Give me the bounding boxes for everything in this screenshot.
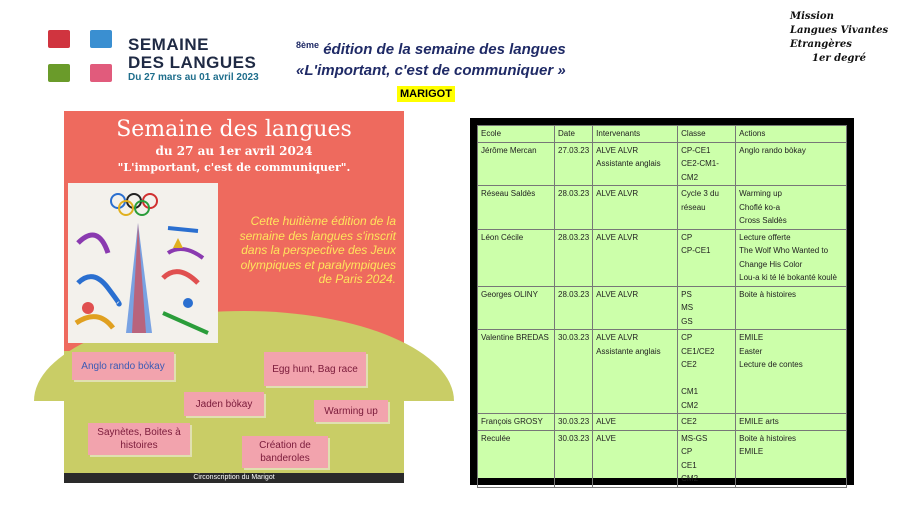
table-row — [478, 330, 847, 414]
intervenants-line: Assistante anglais — [596, 346, 661, 356]
logo-square-blue — [90, 30, 112, 48]
actions-line: Lou-a ki té lé bokanté koulè — [739, 273, 837, 282]
cell-actions — [736, 229, 847, 286]
actions-line: Warming up — [739, 189, 782, 198]
classe-line: PS — [681, 289, 692, 299]
cell-date: 30.03.23 — [555, 330, 593, 414]
classe-line: CE2 — [681, 360, 697, 369]
cell-date: 30.03.23 — [555, 430, 593, 487]
cell-intervenants — [593, 142, 678, 186]
mission-signature — [790, 10, 890, 66]
cell-intervenants — [593, 430, 678, 487]
cell-intervenants — [593, 286, 678, 330]
classe-line: CP — [681, 333, 693, 342]
cell-date: 27.03.23 — [555, 142, 593, 186]
actions-line: EMILE — [739, 333, 764, 342]
cell-intervenants — [593, 414, 678, 431]
classe-line: Cycle 3 du — [681, 189, 719, 198]
mission-line4: 1er degré — [812, 53, 867, 64]
poster-dates: du 27 au 1er avril 2024 — [155, 144, 313, 158]
header-classe: Classe — [678, 126, 736, 143]
mission-line3: Etrangères — [790, 39, 852, 50]
classe-line: CP — [681, 447, 693, 456]
edition-heading — [296, 40, 566, 58]
cell-date: 28.03.23 — [555, 229, 593, 286]
cell-date: 30.03.23 — [555, 414, 593, 431]
table-row — [478, 142, 847, 186]
intervenants-line: ALVE ALVR — [596, 145, 639, 155]
mission-line2: Langues Vivantes — [790, 25, 889, 36]
cell-classe — [678, 229, 736, 286]
cell-intervenants — [593, 229, 678, 286]
classe-line: CP — [681, 232, 693, 242]
actions-line: EMILE — [739, 447, 764, 456]
cell-classe — [678, 286, 736, 330]
classe-line: CE1 — [681, 460, 697, 470]
classe-line: CE1/CE2 — [681, 346, 715, 356]
logo-title-line2: DES LANGUES — [128, 53, 257, 72]
cell-actions — [736, 430, 847, 487]
actions-line: Cross Saldès — [739, 216, 787, 225]
classe-line: CP-CE1 — [681, 246, 711, 255]
cell-intervenants — [593, 186, 678, 230]
table-row — [478, 414, 847, 431]
edition-text: édition de la semaine des langues — [319, 41, 566, 58]
activity-egg-hunt: Egg hunt, Bag race — [264, 352, 366, 386]
cell-classe — [678, 430, 736, 487]
intervenants-line: Assistante anglais — [596, 159, 661, 168]
artwork-illustration — [68, 183, 218, 343]
cell-ecole: François GROSY — [478, 414, 555, 431]
intervenants-line: ALVE ALVR — [596, 333, 639, 342]
classe-line: CE2-CM1-CM2 — [681, 159, 719, 182]
poster-description: Cette huitième édition de la semaine des langues s'inscrit dans la perspective des Jeux olympiques et paralympiques de Paris 2024. — [239, 214, 396, 286]
actions-line: Choflé ko-a — [739, 202, 781, 212]
cell-ecole: Jérôme Mercan — [478, 142, 555, 186]
header-actions: Actions — [736, 126, 847, 143]
cell-ecole: Georges OLINY — [478, 286, 555, 330]
table-row — [478, 286, 847, 330]
poster-title: Semaine des langues — [116, 117, 352, 142]
classe-line: GS — [681, 316, 693, 326]
cell-date: 28.03.23 — [555, 286, 593, 330]
schedule-table-frame — [470, 118, 854, 485]
table-body — [478, 142, 847, 487]
cell-classe — [678, 186, 736, 230]
header-ecole: Ecole — [478, 126, 555, 143]
classe-line: CM1 — [681, 387, 699, 396]
cell-actions — [736, 186, 847, 230]
logo-square-green — [48, 64, 70, 82]
classe-line: réseau — [681, 202, 706, 212]
tagline: «L'important, c'est de communiquer » — [296, 62, 566, 79]
actions-line: EMILE arts — [739, 417, 779, 426]
cell-classe — [678, 414, 736, 431]
actions-line: Lecture de contes — [739, 360, 803, 369]
logo-dates: Du 27 mars au 01 avril 2023 — [128, 72, 259, 83]
cell-ecole: Reculée — [478, 430, 555, 487]
poster — [64, 111, 404, 483]
cell-actions — [736, 330, 847, 414]
logo-square-red — [48, 30, 70, 48]
intervenants-line: ALVE ALVR — [596, 189, 639, 198]
activity-banderoles: Création de banderoles — [242, 436, 328, 468]
table-row — [478, 186, 847, 230]
actions-line: Lecture offerte — [739, 232, 791, 242]
activity-saynetes: Saynètes, Boites à histoires — [88, 423, 190, 455]
cell-actions — [736, 286, 847, 330]
location-badge: MARIGOT — [397, 86, 455, 102]
classe-line: MS — [681, 303, 694, 312]
classe-line — [681, 372, 732, 386]
activity-jaden-bokay: Jaden bòkay — [184, 392, 264, 416]
cell-actions — [736, 142, 847, 186]
intervenants-line: ALVE — [596, 433, 617, 443]
cell-classe — [678, 330, 736, 414]
classe-line: CE2 — [681, 417, 697, 426]
mission-line1: Mission — [790, 11, 834, 22]
cell-classe — [678, 142, 736, 186]
schedule-table-container — [477, 125, 847, 483]
cell-actions — [736, 414, 847, 431]
logo-square-pink — [90, 64, 112, 82]
actions-line: Easter — [739, 346, 763, 356]
cell-date: 28.03.23 — [555, 186, 593, 230]
classe-line: CM2 — [681, 474, 699, 483]
intervenants-line: ALVE ALVR — [596, 232, 639, 242]
table-row — [478, 229, 847, 286]
cell-ecole: Valentine BREDAS — [478, 330, 555, 414]
header-intervenants: Intervenants — [593, 126, 678, 143]
actions-line: The Wolf Who Wanted to — [739, 246, 829, 255]
cell-intervenants — [593, 330, 678, 414]
activity-anglo-rando: Anglo rando bòkay — [72, 352, 174, 380]
cell-ecole: Réseau Saldès — [478, 186, 555, 230]
actions-line: Anglo rando bòkay — [739, 145, 806, 155]
poster-artwork-photo — [68, 183, 218, 343]
table-header-row — [478, 126, 847, 143]
logo-title-line1: SEMAINE — [128, 35, 209, 54]
classe-line: CP-CE1 — [681, 145, 711, 155]
activity-warming-up: Warming up — [314, 400, 388, 422]
actions-line: Change His Color — [739, 259, 803, 269]
table-row — [478, 430, 847, 487]
poster-footer: Circonscription du Marigot — [64, 473, 404, 483]
poster-quote: "L'important, c'est de communiquer". — [117, 161, 351, 174]
actions-line: Boite à histoires — [739, 433, 797, 443]
actions-line: Boite à histoires — [739, 289, 797, 299]
classe-line: MS-GS — [681, 433, 708, 443]
classe-line: CM2 — [681, 400, 699, 410]
schedule-table — [477, 125, 847, 488]
intervenants-line: ALVE — [596, 417, 617, 426]
edition-number: 8ème — [296, 40, 320, 50]
cell-ecole: Léon Cécile — [478, 229, 555, 286]
header-date: Date — [555, 126, 593, 143]
intervenants-line: ALVE ALVR — [596, 289, 639, 299]
